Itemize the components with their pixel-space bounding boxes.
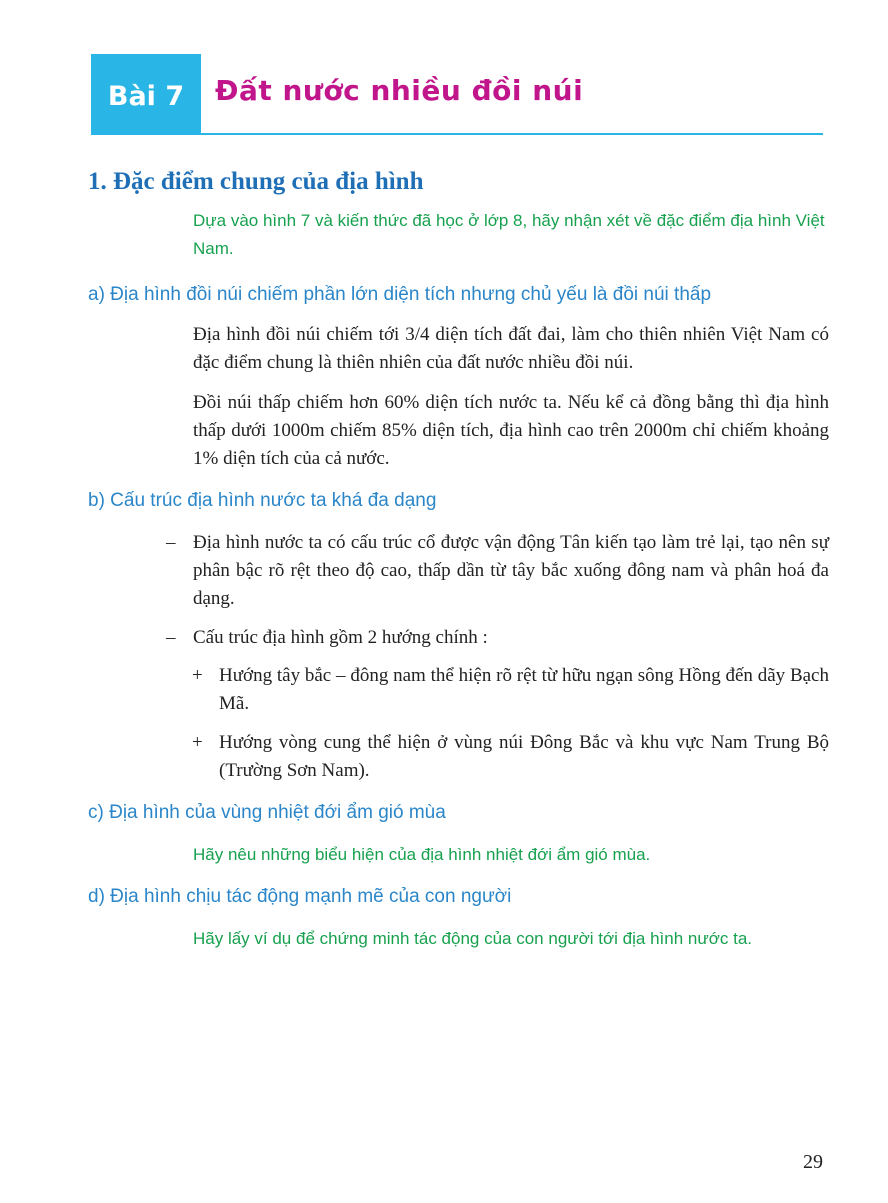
lesson-title: Đất nước nhiều đồi núi: [215, 74, 584, 107]
part-c-heading: c) Địa hình của vùng nhiệt đới ẩm gió mùa: [88, 802, 446, 823]
part-b-point-2: Cấu trúc địa hình gồm 2 hướng chính :: [193, 627, 488, 648]
part-c-question: Hãy nêu những biểu hiện của địa hình nhiệt đới ẩm gió mùa.: [193, 845, 651, 864]
title-underline: [201, 133, 823, 135]
part-d-question: Hãy lấy ví dụ để chứng minh tác động của con người tới địa hình nước ta.: [193, 929, 752, 948]
page-number: 29: [803, 1151, 823, 1173]
section1-question: Dựa vào hình 7 và kiến thức đã học ở lớp 8, hãy nhận xét về đặc điểm địa hình Việt Nam.: [193, 211, 825, 258]
dash-bullet: –: [166, 627, 176, 648]
part-b-subpoint-1: Hướng tây bắc – đông nam thể hiện rõ rệt từ hữu ngạn sông Hồng đến dãy Bạch Mã.: [219, 665, 829, 714]
plus-bullet: +: [192, 732, 203, 753]
part-b-heading: b) Cấu trúc địa hình nước ta khá đa dạng: [88, 490, 437, 511]
part-d-heading: d) Địa hình chịu tác động mạnh mẽ của con người: [88, 886, 512, 907]
dash-bullet: –: [166, 532, 176, 553]
part-a-heading: a) Địa hình đồi núi chiếm phần lớn diện tích nhưng chủ yếu là đồi núi thấp: [88, 284, 712, 305]
part-b-point-1: Địa hình nước ta có cấu trúc cổ được vận động Tân kiến tạo làm trẻ lại, tạo nên sự phân bậc rõ rệt theo độ cao, thấp dần từ tây bắc xuống đông nam và phân hoá đa dạng.: [193, 532, 829, 609]
part-b-subpoint-2: Hướng vòng cung thể hiện ở vùng núi Đông Bắc và khu vực Nam Trung Bộ (Trường Sơn Nam).: [219, 732, 829, 781]
part-a-paragraph-1: Địa hình đồi núi chiếm tới 3/4 diện tích đất đai, làm cho thiên nhiên Việt Nam có đặc điểm chung là thiên nhiên của đất nước nhiều đồi núi.: [193, 324, 829, 373]
section-heading-1: 1. Đặc điểm chung của địa hình: [88, 168, 424, 195]
plus-bullet: +: [192, 665, 203, 686]
lesson-badge: Bài 7: [91, 54, 201, 135]
part-a-paragraph-2: Đồi núi thấp chiếm hơn 60% diện tích nước ta. Nếu kể cả đồng bằng thì địa hình thấp dưới 1000m chiếm 85% diện tích, địa hình cao trên 2000m chỉ chiếm khoảng 1% diện tích của cả nước.: [193, 392, 829, 469]
